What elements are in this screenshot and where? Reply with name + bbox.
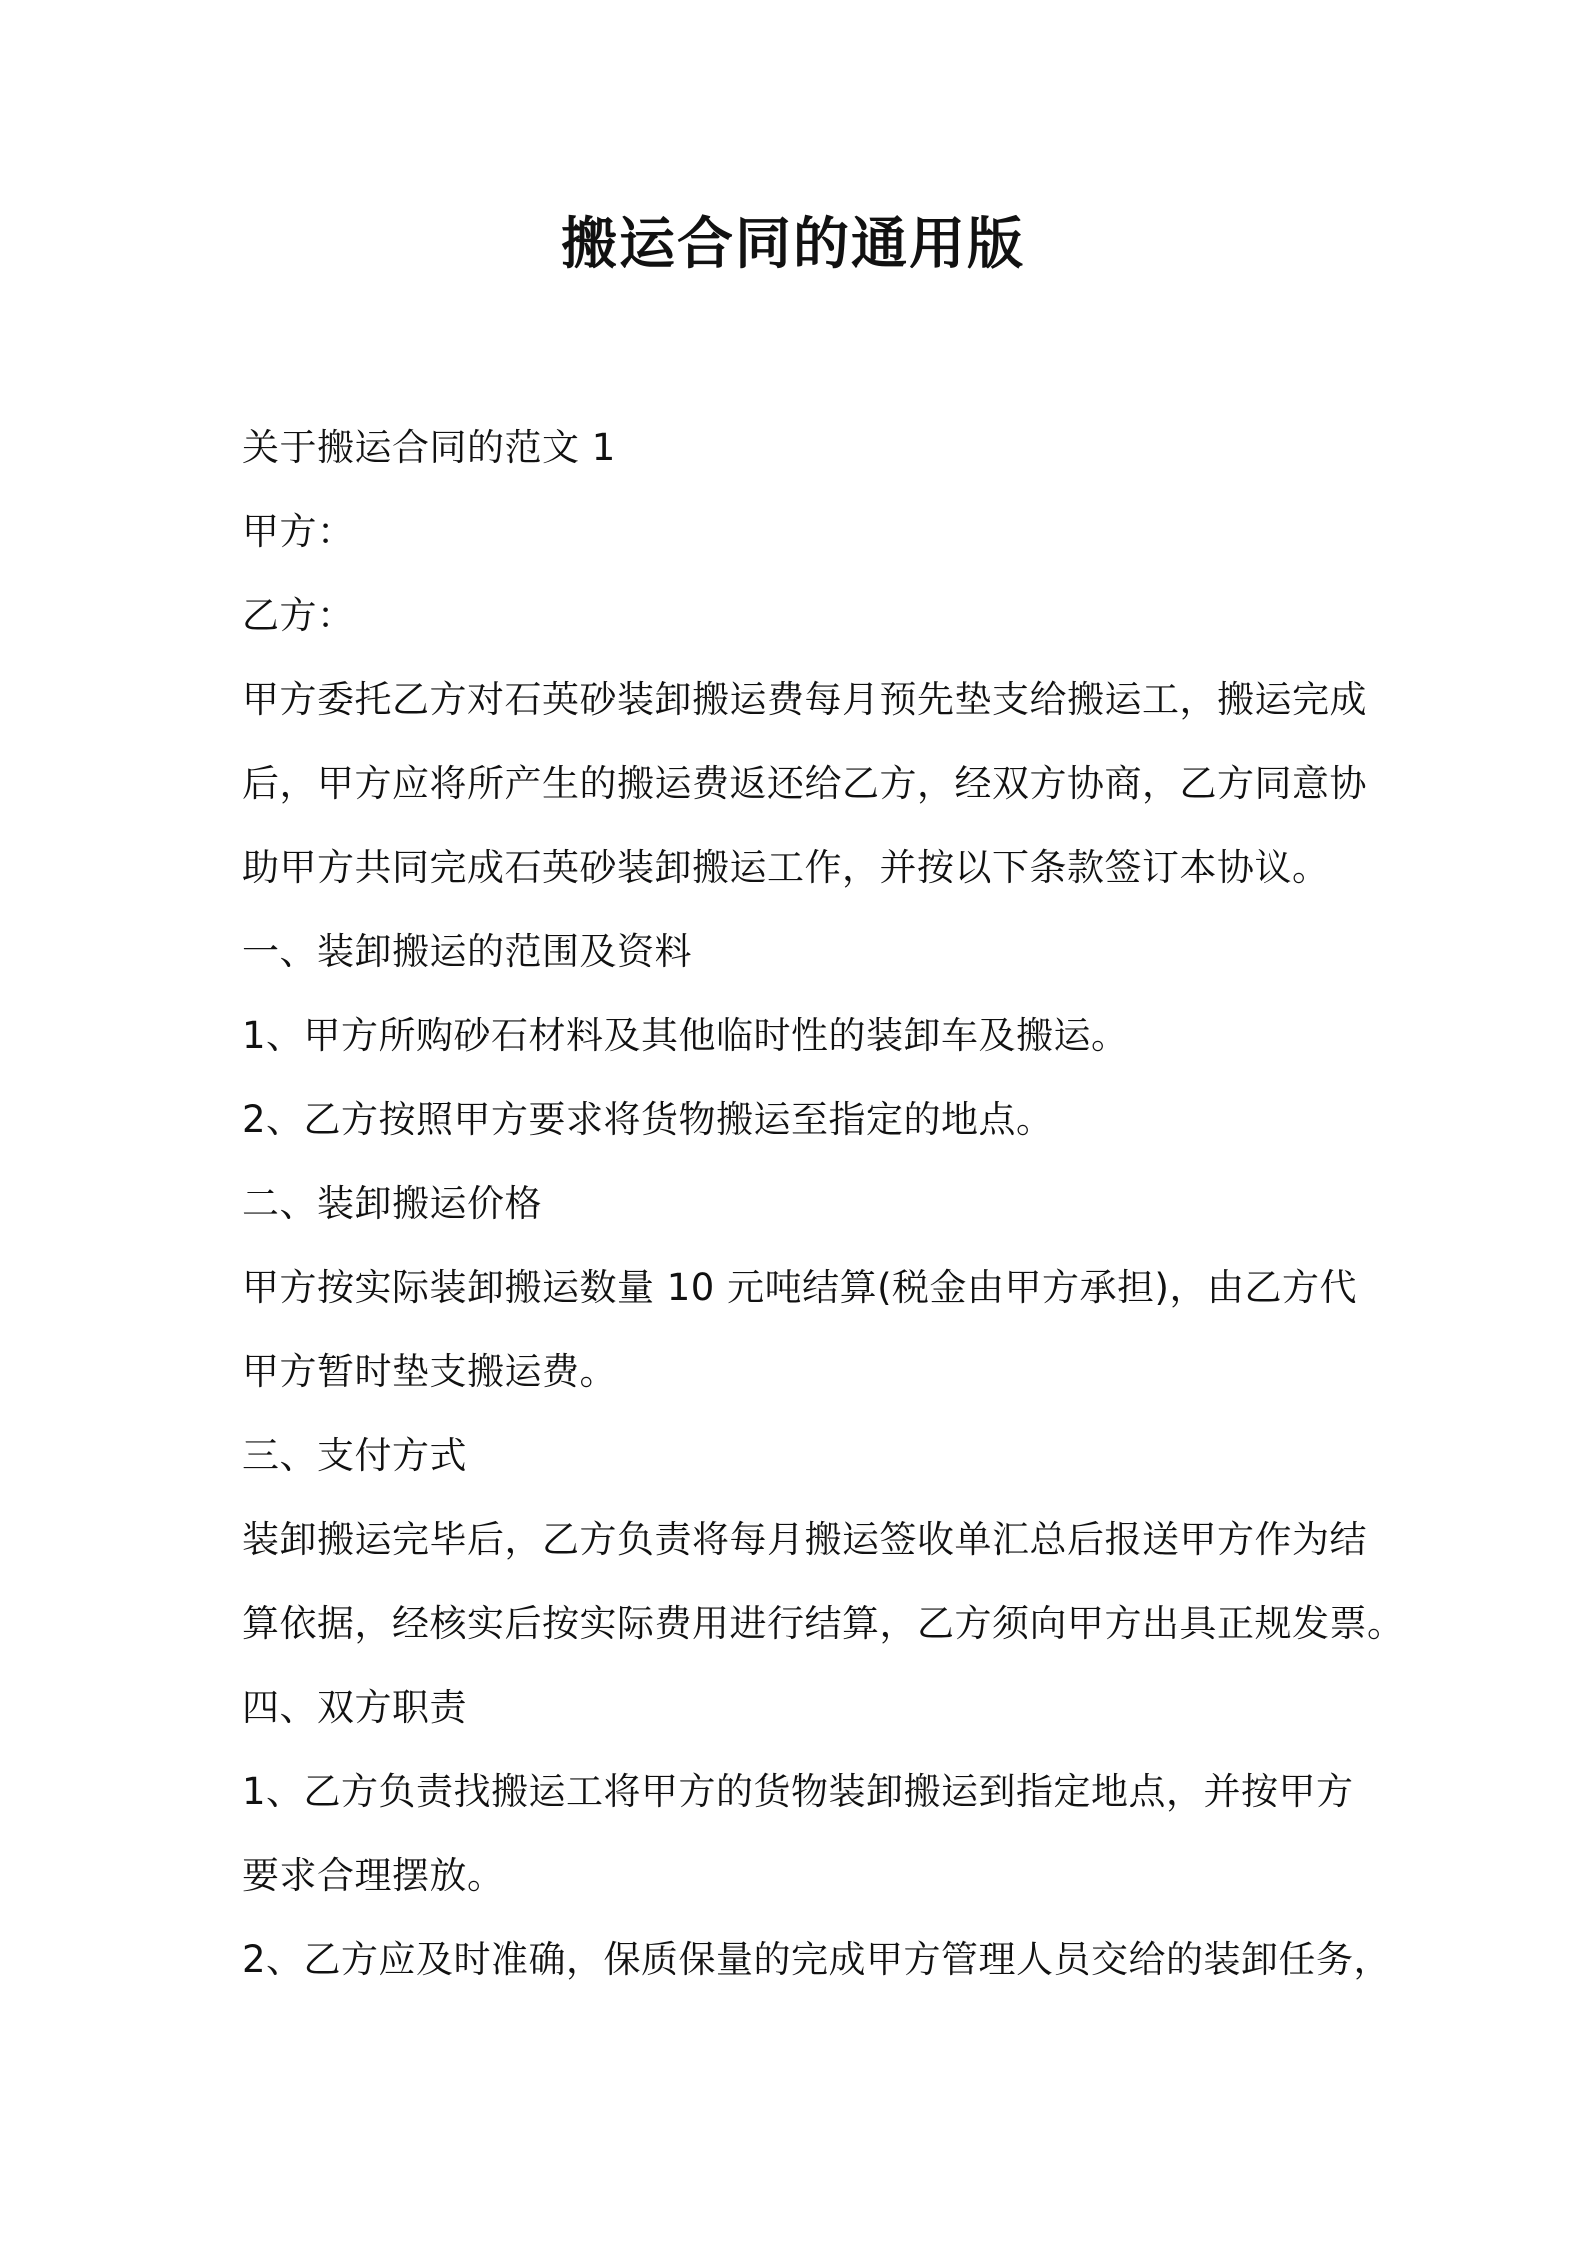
section-heading-payment: 三、支付方式 — [242, 1434, 467, 1477]
clause-line: 2、乙方应及时准确，保质保量的完成甲方管理人员交给的装卸任务， — [242, 1938, 1392, 1981]
preamble-line: 甲方委托乙方对石英砂装卸搬运费每月预先垫支给搬运工，搬运完成 — [242, 678, 1367, 721]
document-body — [242, 406, 1405, 2002]
section-heading-scope: 一、装卸搬运的范围及资料 — [242, 930, 692, 973]
document-title: 搬运合同的通用版 — [561, 212, 1025, 277]
clause-line: 1、甲方所购砂石材料及其他临时性的装卸车及搬运。 — [242, 1014, 1129, 1057]
clause-line: 2、乙方按照甲方要求将货物搬运至指定的地点。 — [242, 1098, 1054, 1141]
party-a-label: 甲方： — [242, 510, 355, 553]
preamble-line: 助甲方共同完成石英砂装卸搬运工作，并按以下条款签订本协议。 — [242, 846, 1330, 889]
clause-line: 装卸搬运完毕后，乙方负责将每月搬运签收单汇总后报送甲方作为结 — [242, 1518, 1367, 1561]
section-heading-price: 二、装卸搬运价格 — [242, 1182, 542, 1225]
clause-line: 甲方按实际装卸搬运数量 10 元吨结算(税金由甲方承担)，由乙方代 — [242, 1266, 1357, 1309]
clause-line: 算依据，经核实后按实际费用进行结算，乙方须向甲方出具正规发票。 — [242, 1602, 1405, 1645]
intro-heading: 关于搬运合同的范文 1 — [242, 426, 616, 469]
clause-line: 1、乙方负责找搬运工将甲方的货物装卸搬运到指定地点，并按甲方 — [242, 1770, 1354, 1813]
section-heading-duties: 四、双方职责 — [242, 1686, 467, 1729]
party-b-label: 乙方： — [242, 594, 355, 637]
preamble-line: 后，甲方应将所产生的搬运费返还给乙方，经双方协商，乙方同意协 — [242, 762, 1367, 805]
clause-line: 要求合理摆放。 — [242, 1854, 505, 1897]
clause-line: 甲方暂时垫支搬运费。 — [242, 1350, 617, 1393]
